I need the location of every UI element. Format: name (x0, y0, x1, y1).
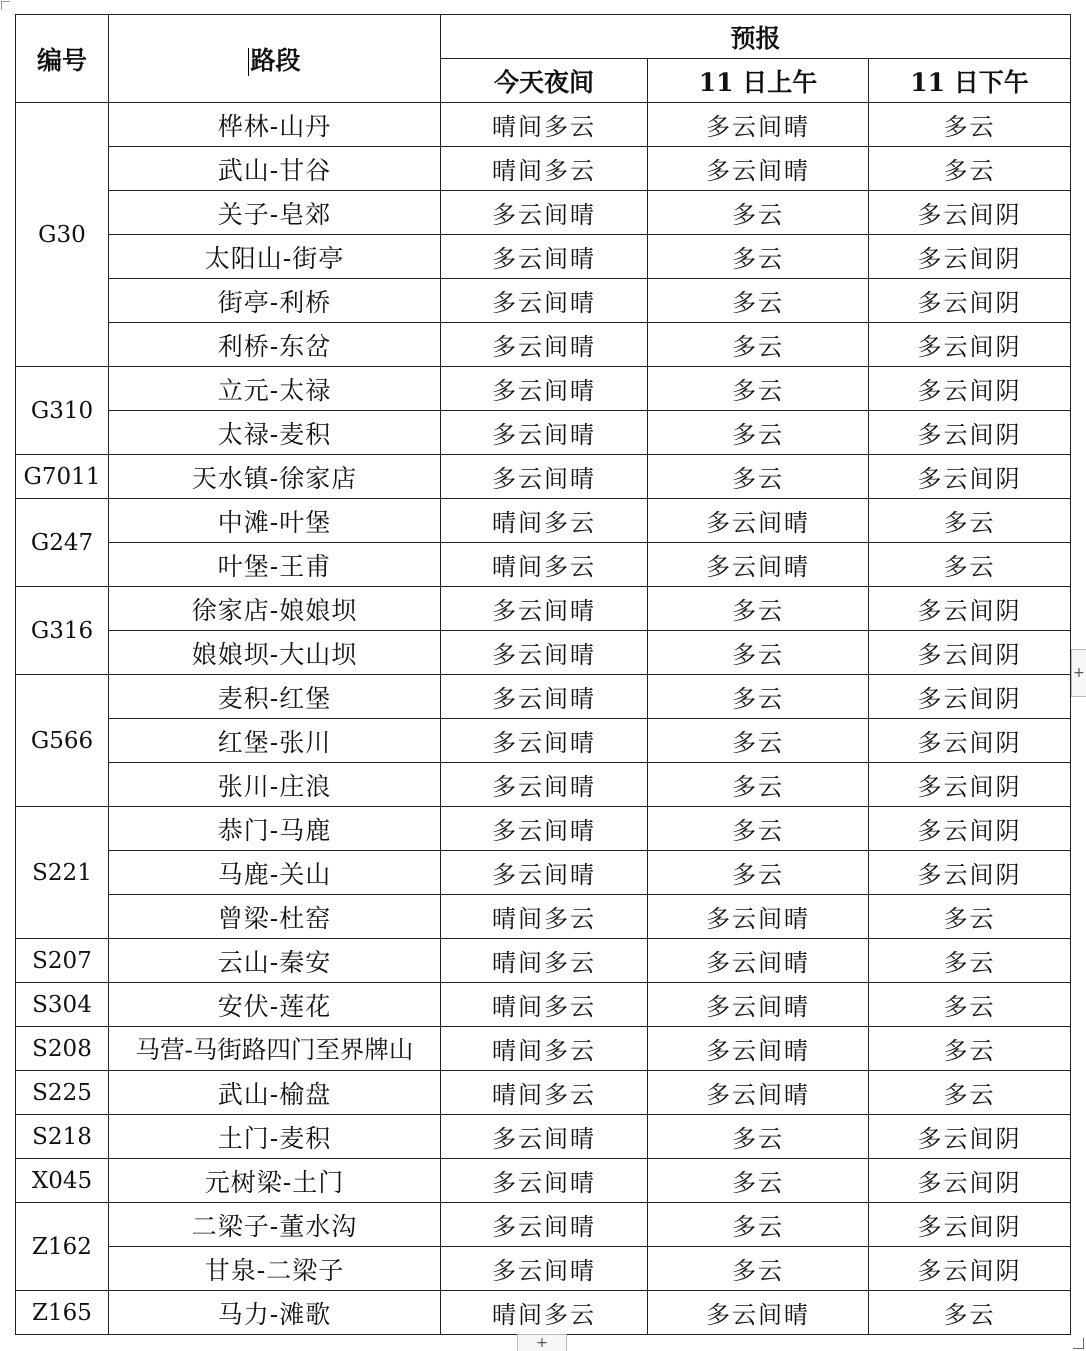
morning-forecast-cell[interactable]: 多云 (648, 587, 869, 631)
morning-forecast-cell[interactable]: 多云 (648, 807, 869, 851)
route-code-cell[interactable]: X045 (16, 1159, 109, 1203)
plus-icon: + (536, 1335, 548, 1351)
afternoon-forecast-cell[interactable]: 多云间阴 (869, 323, 1071, 367)
morning-forecast-cell[interactable]: 多云间晴 (648, 1071, 869, 1115)
route-code-cell[interactable]: S221 (16, 807, 109, 939)
morning-forecast-cell[interactable]: 多云 (648, 1159, 869, 1203)
tonight-forecast-cell[interactable]: 多云间晴 (441, 1247, 648, 1291)
afternoon-forecast-cell[interactable]: 多云 (869, 895, 1071, 939)
morning-forecast-cell[interactable]: 多云 (648, 851, 869, 895)
afternoon-forecast-cell[interactable]: 多云间阴 (869, 191, 1071, 235)
segment-cell[interactable]: 关子-皂郊 (109, 191, 441, 235)
table-header (16, 15, 1071, 103)
segment-cell[interactable]: 云山-秦安 (109, 939, 441, 983)
morning-forecast-cell[interactable]: 多云 (648, 1203, 869, 1247)
tonight-forecast-cell[interactable]: 多云间晴 (441, 279, 648, 323)
tonight-forecast-cell[interactable]: 多云间晴 (441, 191, 648, 235)
segment-cell[interactable]: 天水镇-徐家店 (109, 455, 441, 499)
morning-forecast-cell[interactable]: 多云间晴 (648, 1027, 869, 1071)
morning-forecast-cell[interactable]: 多云间晴 (648, 103, 869, 147)
segment-cell[interactable]: 中滩-叶堡 (109, 499, 441, 543)
segment-cell[interactable]: 曾梁-杜窑 (109, 895, 441, 939)
afternoon-forecast-cell[interactable]: 多云 (869, 983, 1071, 1027)
tonight-forecast-cell[interactable]: 晴间多云 (441, 499, 648, 543)
afternoon-forecast-cell[interactable]: 多云间阴 (869, 1203, 1071, 1247)
tonight-forecast-cell[interactable]: 多云间晴 (441, 1115, 648, 1159)
tonight-forecast-cell[interactable]: 晴间多云 (441, 1291, 648, 1335)
tonight-forecast-cell[interactable]: 多云间晴 (441, 367, 648, 411)
afternoon-forecast-cell[interactable]: 多云 (869, 1291, 1071, 1335)
afternoon-forecast-cell[interactable]: 多云间阴 (869, 1247, 1071, 1291)
morning-forecast-cell[interactable]: 多云间晴 (648, 983, 869, 1027)
morning-forecast-cell[interactable]: 多云 (648, 631, 869, 675)
code-column-header: 编号 (16, 15, 109, 103)
table-row (16, 983, 1071, 1027)
plus-icon: + (1073, 665, 1085, 681)
afternoon-forecast-cell[interactable]: 多云 (869, 1027, 1071, 1071)
segment-header-label: 路段 (250, 45, 301, 75)
route-code-cell[interactable]: S225 (16, 1071, 109, 1115)
morning-forecast-cell[interactable]: 多云间晴 (648, 895, 869, 939)
morning-forecast-cell[interactable]: 多云间晴 (648, 543, 869, 587)
route-code-cell[interactable]: S208 (16, 1027, 109, 1071)
segment-cell[interactable]: 武山-甘谷 (109, 147, 441, 191)
morning-forecast-cell[interactable]: 多云 (648, 675, 869, 719)
morning-forecast-cell[interactable]: 多云 (648, 1247, 869, 1291)
segment-cell[interactable]: 叶堡-王甫 (109, 543, 441, 587)
table-row (16, 543, 1071, 587)
afternoon-forecast-cell[interactable]: 多云 (869, 499, 1071, 543)
morning-forecast-cell[interactable]: 多云 (648, 1115, 869, 1159)
table-row (16, 851, 1071, 895)
tonight-forecast-cell[interactable]: 多云间晴 (441, 411, 648, 455)
morning-forecast-cell[interactable]: 多云 (648, 367, 869, 411)
segment-cell[interactable]: 太阳山-街亭 (109, 235, 441, 279)
afternoon-forecast-cell[interactable]: 多云间阴 (869, 763, 1071, 807)
table-row (16, 499, 1071, 543)
tonight-forecast-cell[interactable]: 晴间多云 (441, 1071, 648, 1115)
tonight-forecast-cell[interactable]: 多云间晴 (441, 455, 648, 499)
morning-forecast-cell[interactable]: 多云间晴 (648, 1291, 869, 1335)
afternoon-forecast-cell[interactable]: 多云 (869, 1071, 1071, 1115)
table-row (16, 1027, 1071, 1071)
segment-cell[interactable]: 恭门-马鹿 (109, 807, 441, 851)
period-header-tonight: 今天夜间 (441, 59, 648, 103)
segment-cell[interactable]: 安伏-莲花 (109, 983, 441, 1027)
segment-cell[interactable]: 甘泉-二梁子 (109, 1247, 441, 1291)
segment-cell[interactable]: 土门-麦积 (109, 1115, 441, 1159)
segment-cell[interactable]: 二梁子-董水沟 (109, 1203, 441, 1247)
tonight-forecast-cell[interactable]: 多云间晴 (441, 587, 648, 631)
add-row-button[interactable] (517, 1334, 567, 1351)
morning-forecast-cell[interactable]: 多云间晴 (648, 147, 869, 191)
tonight-forecast-cell[interactable]: 多云间晴 (441, 675, 648, 719)
segment-cell[interactable]: 马鹿-关山 (109, 851, 441, 895)
table-row (16, 279, 1071, 323)
morning-forecast-cell[interactable]: 多云间晴 (648, 939, 869, 983)
table-row (16, 719, 1071, 763)
afternoon-forecast-cell[interactable]: 多云 (869, 147, 1071, 191)
tonight-forecast-cell[interactable]: 多云间晴 (441, 235, 648, 279)
afternoon-forecast-cell[interactable]: 多云间阴 (869, 1115, 1071, 1159)
afternoon-forecast-cell[interactable]: 多云间阴 (869, 279, 1071, 323)
table-row (16, 1159, 1071, 1203)
tonight-forecast-cell[interactable]: 晴间多云 (441, 939, 648, 983)
table-row (16, 191, 1071, 235)
tonight-forecast-cell[interactable]: 晴间多云 (441, 1027, 648, 1071)
route-code-cell[interactable]: G7011 (16, 455, 109, 499)
route-code-cell[interactable]: G310 (16, 367, 109, 455)
segment-cell[interactable]: 马力-滩歌 (109, 1291, 441, 1335)
route-code-cell[interactable]: G566 (16, 675, 109, 807)
segment-cell[interactable]: 娘娘坝-大山坝 (109, 631, 441, 675)
route-code-cell[interactable]: S207 (16, 939, 109, 983)
route-code-cell[interactable]: G316 (16, 587, 109, 675)
table-row (16, 235, 1071, 279)
table-row (16, 455, 1071, 499)
forecast-table (15, 14, 1071, 1335)
segment-cell[interactable]: 利桥-东岔 (109, 323, 441, 367)
forecast-group-header: 预报 (441, 15, 1071, 59)
route-code-cell[interactable]: Z162 (16, 1203, 109, 1291)
segment-cell[interactable]: 元树梁-土门 (109, 1159, 441, 1203)
tonight-forecast-cell[interactable]: 多云间晴 (441, 1159, 648, 1203)
afternoon-forecast-cell[interactable]: 多云间阴 (869, 631, 1071, 675)
segment-column-header (109, 15, 441, 103)
table-row (16, 587, 1071, 631)
morning-forecast-cell[interactable]: 多云 (648, 455, 869, 499)
segment-cell[interactable]: 红堡-张川 (109, 719, 441, 763)
morning-forecast-cell[interactable]: 多云 (648, 279, 869, 323)
table-row (16, 763, 1071, 807)
morning-forecast-cell[interactable]: 多云间晴 (648, 499, 869, 543)
tonight-forecast-cell[interactable]: 多云间晴 (441, 763, 648, 807)
segment-cell[interactable]: 徐家店-娘娘坝 (109, 587, 441, 631)
tonight-forecast-cell[interactable]: 多云间晴 (441, 323, 648, 367)
tonight-forecast-cell[interactable]: 晴间多云 (441, 895, 648, 939)
period-header-morning: 11 日上午 (648, 59, 869, 103)
table-row (16, 323, 1071, 367)
segment-cell[interactable]: 麦积-红堡 (109, 675, 441, 719)
route-code-cell[interactable]: G30 (16, 103, 109, 367)
route-code-cell[interactable]: Z165 (16, 1291, 109, 1335)
table-row (16, 103, 1071, 147)
morning-forecast-cell[interactable]: 多云 (648, 235, 869, 279)
afternoon-forecast-cell[interactable]: 多云间阴 (869, 675, 1071, 719)
tonight-forecast-cell[interactable]: 多云间晴 (441, 719, 648, 763)
afternoon-forecast-cell[interactable]: 多云间阴 (869, 455, 1071, 499)
period-header-afternoon: 11 日下午 (869, 59, 1071, 103)
segment-cell[interactable]: 武山-榆盘 (109, 1071, 441, 1115)
table-row (16, 895, 1071, 939)
morning-forecast-cell[interactable]: 多云 (648, 719, 869, 763)
afternoon-forecast-cell[interactable]: 多云间阴 (869, 235, 1071, 279)
table-row (16, 1203, 1071, 1247)
segment-cell[interactable]: 街亭-利桥 (109, 279, 441, 323)
route-code-cell[interactable]: S218 (16, 1115, 109, 1159)
route-code-cell[interactable]: G247 (16, 499, 109, 587)
afternoon-forecast-cell[interactable]: 多云间阴 (869, 367, 1071, 411)
afternoon-forecast-cell[interactable]: 多云间阴 (869, 1159, 1071, 1203)
morning-forecast-cell[interactable]: 多云 (648, 411, 869, 455)
table-row (16, 631, 1071, 675)
tonight-forecast-cell[interactable]: 晴间多云 (441, 103, 648, 147)
segment-cell[interactable]: 太禄-麦积 (109, 411, 441, 455)
table-row (16, 807, 1071, 851)
tonight-forecast-cell[interactable]: 多云间晴 (441, 1203, 648, 1247)
tonight-forecast-cell[interactable]: 多云间晴 (441, 631, 648, 675)
morning-forecast-cell[interactable]: 多云 (648, 763, 869, 807)
resize-grip-icon[interactable] (1073, 1338, 1084, 1349)
segment-cell[interactable]: 张川-庄浪 (109, 763, 441, 807)
table-row (16, 675, 1071, 719)
tonight-forecast-cell[interactable]: 晴间多云 (441, 543, 648, 587)
afternoon-forecast-cell[interactable]: 多云间阴 (869, 411, 1071, 455)
route-code-cell[interactable]: S304 (16, 983, 109, 1027)
table-row (16, 147, 1071, 191)
tonight-forecast-cell[interactable]: 多云间晴 (441, 851, 648, 895)
afternoon-forecast-cell[interactable]: 多云间阴 (869, 807, 1071, 851)
segment-cell[interactable]: 桦林-山丹 (109, 103, 441, 147)
table-row (16, 411, 1071, 455)
afternoon-forecast-cell[interactable]: 多云间阴 (869, 851, 1071, 895)
table-row (16, 939, 1071, 983)
afternoon-forecast-cell[interactable]: 多云间阴 (869, 587, 1071, 631)
tonight-forecast-cell[interactable]: 多云间晴 (441, 807, 648, 851)
segment-cell[interactable]: 立元-太禄 (109, 367, 441, 411)
afternoon-forecast-cell[interactable]: 多云 (869, 543, 1071, 587)
tonight-forecast-cell[interactable]: 晴间多云 (441, 983, 648, 1027)
morning-forecast-cell[interactable]: 多云 (648, 191, 869, 235)
table-row (16, 1071, 1071, 1115)
table-row (16, 1115, 1071, 1159)
afternoon-forecast-cell[interactable]: 多云 (869, 103, 1071, 147)
afternoon-forecast-cell[interactable]: 多云 (869, 939, 1071, 983)
segment-cell[interactable]: 马营-马街路四门至界牌山 (109, 1027, 441, 1071)
table-move-handle-icon[interactable] (1, 1, 10, 10)
table-body (16, 103, 1071, 1335)
table-row (16, 1291, 1071, 1335)
add-column-button[interactable] (1071, 649, 1086, 697)
afternoon-forecast-cell[interactable]: 多云间阴 (869, 719, 1071, 763)
table-row (16, 367, 1071, 411)
morning-forecast-cell[interactable]: 多云 (648, 323, 869, 367)
table-row (16, 1247, 1071, 1291)
tonight-forecast-cell[interactable]: 晴间多云 (441, 147, 648, 191)
